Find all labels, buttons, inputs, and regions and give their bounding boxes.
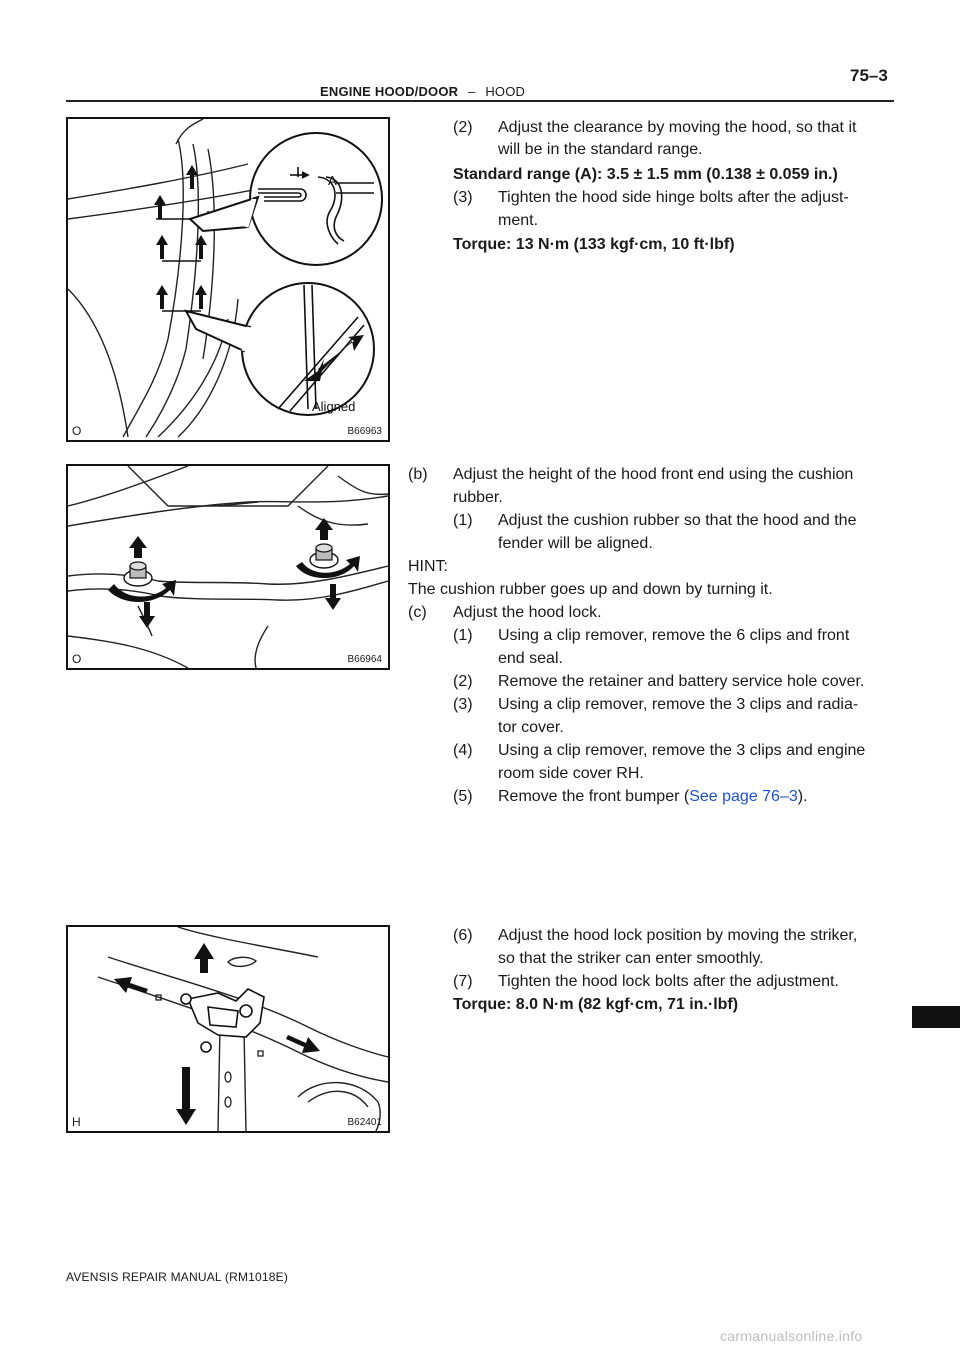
step-c6-number: (6)	[453, 927, 473, 944]
cushion-rubber-illustration	[68, 466, 388, 668]
see-page-link[interactable]: See page 76–3	[689, 788, 798, 805]
step-c5-number: (5)	[453, 788, 473, 805]
step-c5-prefix: Remove the front bumper (	[498, 788, 690, 805]
step-2-line-2: will be in the standard range.	[498, 141, 703, 158]
step-c6-line-1: Adjust the hood lock position by moving the striker,	[498, 927, 858, 944]
step-2-number: (2)	[453, 119, 473, 136]
figure-mark: O	[72, 424, 82, 438]
standard-range: Standard range (A): 3.5 ± 1.5 mm (0.138 ± 0.059 in.)	[453, 166, 838, 183]
step-c2-number: (2)	[453, 673, 473, 690]
figure-hood-clearance	[66, 117, 390, 442]
step-3-number: (3)	[453, 189, 473, 206]
figure-mark: O	[72, 652, 82, 666]
subsection-title: HOOD	[485, 84, 526, 99]
figure-code: B62401	[347, 1117, 382, 1128]
torque-spec-1: Torque: 13 N·m (133 kgf·cm, 10 ft·lbf)	[453, 236, 735, 253]
figure-code: B66964	[347, 654, 382, 665]
step-c1-line-2: end seal.	[498, 650, 563, 667]
step-b-number: (b)	[408, 466, 428, 483]
page-number: 75–3	[850, 66, 888, 85]
step-c4-line-2: room side cover RH.	[498, 765, 644, 782]
step-3-line-1: Tighten the hood side hinge bolts after the adjust-	[498, 189, 849, 206]
manual-footer: AVENSIS REPAIR MANUAL (RM1018E)	[66, 1270, 289, 1284]
step-c-number: (c)	[408, 604, 427, 621]
hood-clearance-illustration	[68, 119, 388, 440]
step-c6-line-2: so that the striker can enter smoothly.	[498, 950, 764, 967]
step-b1-line-2: fender will be aligned.	[498, 535, 653, 552]
hint-text: The cushion rubber goes up and down by turning it.	[408, 581, 773, 598]
header-rule	[66, 100, 894, 102]
step-c2-text: Remove the retainer and battery service hole cover.	[498, 673, 865, 690]
step-c5-suffix: ).	[797, 788, 808, 805]
watermark: carmanualsonline.info	[720, 1328, 863, 1344]
step-b1-line-1: Adjust the cushion rubber so that the hood and the	[498, 512, 857, 529]
step-c1-line-1: Using a clip remover, remove the 6 clips and front	[498, 627, 850, 644]
step-c7-number: (7)	[453, 973, 473, 990]
figure-hood-lock	[66, 925, 390, 1133]
callout-label-a: A	[328, 173, 337, 188]
step-c3-number: (3)	[453, 696, 473, 713]
step-c1-number: (1)	[453, 627, 473, 644]
figure-cushion-rubber	[66, 464, 390, 670]
section-tab	[912, 1006, 960, 1028]
step-3-line-2: ment.	[498, 212, 539, 229]
step-b-line-2: rubber.	[453, 489, 503, 506]
step-2-line-1: Adjust the clearance by moving the hood, so that it	[498, 119, 857, 136]
hood-lock-illustration	[68, 927, 388, 1131]
figure-code: B66963	[347, 426, 382, 437]
step-c4-number: (4)	[453, 742, 473, 759]
step-c5-text	[498, 786, 808, 808]
header-separator: –	[468, 84, 476, 99]
step-b-line-1: Adjust the height of the hood front end using the cushion	[453, 466, 854, 483]
step-c3-line-2: tor cover.	[498, 719, 564, 736]
section-title: ENGINE HOOD/DOOR	[320, 84, 459, 99]
step-c3-line-1: Using a clip remover, remove the 3 clips and radia-	[498, 696, 859, 713]
step-c4-line-1: Using a clip remover, remove the 3 clips and engine	[498, 742, 866, 759]
step-c-text: Adjust the hood lock.	[453, 604, 602, 621]
callout-label-aligned: Aligned	[312, 399, 356, 414]
hint-label: HINT:	[408, 558, 448, 575]
torque-spec-2: Torque: 8.0 N·m (82 kgf·cm, 71 in.·lbf)	[453, 996, 739, 1013]
step-c7-text: Tighten the hood lock bolts after the adjustment.	[498, 973, 839, 990]
section-header	[320, 84, 525, 99]
figure-mark: H	[72, 1115, 81, 1129]
step-b1-number: (1)	[453, 512, 473, 529]
